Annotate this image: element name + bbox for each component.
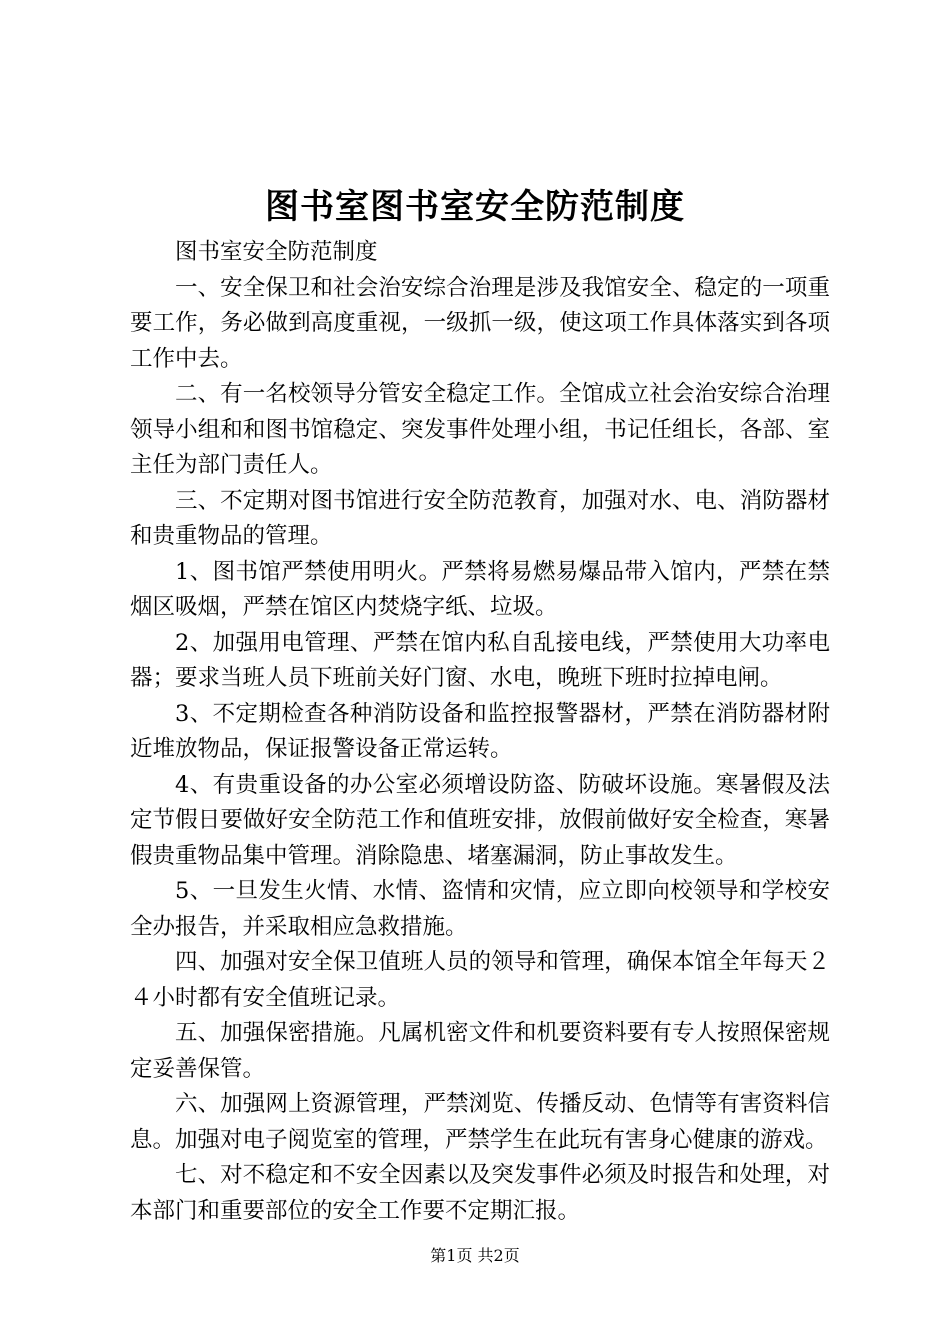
paragraph-subtitle: 图书室安全防范制度	[175, 239, 378, 265]
paragraph-3-5: 5、一旦发生火情、水情、盗情和灾情，应立即向校领导和学校安全办报告，并采取相应急救措施。	[130, 878, 830, 940]
paragraph-6: 六、加强网上资源管理，严禁浏览、传播反动、色情等有害资料信息。加强对电子阅览室的管理，严禁学生在此玩有害身心健康的游戏。	[130, 1091, 830, 1153]
document-title: 图书室图书室安全防范制度	[265, 187, 685, 227]
paragraph-1: 一、安全保卫和社会治安综合治理是涉及我馆安全、稳定的一项重要工作，务必做到高度重视，一级抓一级，使这项工作具体落实到各项工作中去。	[130, 274, 830, 372]
paragraph-7: 七、对不稳定和不安全因素以及突发事件必须及时报告和处理，对本部门和重要部位的安全工作要不定期汇报。	[130, 1162, 830, 1224]
document-body	[130, 235, 830, 1229]
paragraph-4: 四、加强对安全保卫值班人员的领导和管理，确保本馆全年每天２４小时都有安全值班记录。	[130, 949, 830, 1011]
paragraph-3-1: 1、图书馆严禁使用明火。严禁将易燃易爆品带入馆内，严禁在禁烟区吸烟，严禁在馆区内焚烧字纸、垃圾。	[130, 558, 830, 620]
paragraph-5: 五、加强保密措施。凡属机密文件和机要资料要有专人按照保密规定妥善保管。	[130, 1020, 830, 1082]
page-footer: 第1页 共2页	[430, 1246, 520, 1265]
paragraph-3-2: 2、加强用电管理、严禁在馆内私自乱接电线，严禁使用大功率电器；要求当班人员下班前关好门窗、水电，晚班下班时拉掉电闸。	[130, 629, 830, 691]
paragraph-3-3: 3、不定期检查各种消防设备和监控报警器材，严禁在消防器材附近堆放物品，保证报警设备正常运转。	[130, 700, 830, 762]
paragraph-2: 二、有一名校领导分管安全稳定工作。全馆成立社会治安综合治理领导小组和和图书馆稳定、突发事件处理小组，书记任组长，各部、室主任为部门责任人。	[130, 381, 830, 478]
paragraph-3: 三、不定期对图书馆进行安全防范教育，加强对水、电、消防器材和贵重物品的管理。	[130, 487, 830, 549]
paragraph-3-4: 4、有贵重设备的办公室必须增设防盗、防破坏设施。寒暑假及法定节假日要做好安全防范工作和值班安排，放假前做好安全检查，寒暑假贵重物品集中管理。消除隐患、堵塞漏洞，防止事故发生。	[130, 771, 830, 869]
